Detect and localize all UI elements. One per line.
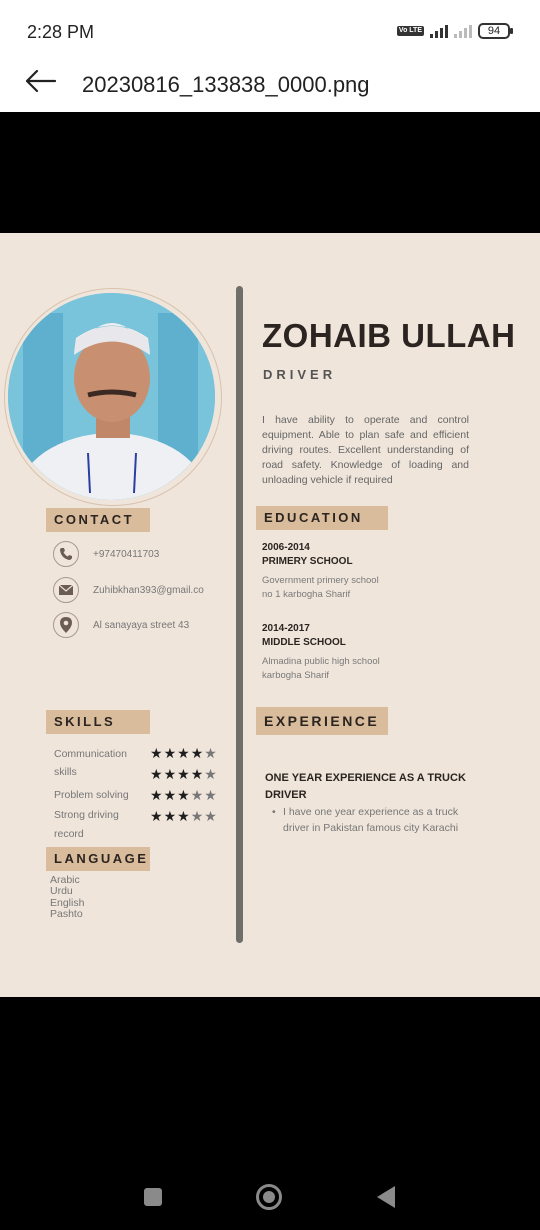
education-years: 2014-2017 <box>262 623 310 634</box>
star-empty-icon: ★ <box>204 787 218 803</box>
star-filled-icon: ★ <box>150 766 164 782</box>
star-filled-icon: ★ <box>163 787 178 803</box>
profile-photo <box>8 293 215 500</box>
language-heading: LANGUAGE <box>46 847 150 871</box>
app-bar <box>0 62 540 112</box>
education-title: MIDDLE SCHOOL <box>262 637 346 648</box>
contact-email <box>53 577 204 603</box>
home-button[interactable] <box>256 1184 282 1210</box>
skill-rating <box>150 808 218 825</box>
contact-phone <box>53 541 159 567</box>
resume-role: DRIVER <box>263 367 337 382</box>
language-item: Urdu <box>50 885 73 897</box>
experience-heading: EXPERIENCE <box>256 707 388 735</box>
resume-name: ZOHAIB ULLAH <box>262 317 516 354</box>
arrow-left-icon[interactable] <box>25 66 57 96</box>
mail-icon <box>53 577 79 603</box>
experience-title: ONE YEAR EXPERIENCE AS A TRUCK DRIVER <box>265 772 466 801</box>
status-time: 2:28 PM <box>27 22 95 42</box>
language-item: Arabic <box>50 874 80 886</box>
star-filled-icon: ★ <box>163 766 178 782</box>
star-filled-icon: ★ <box>177 745 191 761</box>
education-school: Almadina public high school karbogha Sharif <box>262 656 380 681</box>
vertical-divider <box>236 286 243 943</box>
skill-label: skills <box>54 766 77 778</box>
education-title: PRIMERY SCHOOL <box>262 556 353 567</box>
star-empty-icon: ★ <box>204 745 218 761</box>
file-name: 20230816_133838_0000.png <box>82 72 370 97</box>
skill-rating <box>150 766 218 783</box>
recent-apps-button[interactable] <box>144 1188 162 1206</box>
education-heading: EDUCATION <box>256 506 388 530</box>
skill-rating <box>150 787 218 804</box>
address: Al sanayaya street 43 <box>93 619 190 631</box>
contact-heading: CONTACT <box>46 508 150 532</box>
navigation-bar <box>0 1124 540 1230</box>
phone-icon <box>53 541 79 567</box>
experience-description: • I have one year experience as a truck driver in Pakistan famous city Karachi <box>272 804 482 836</box>
education-school: Government primery school no 1 karbogha Sharif <box>262 575 379 600</box>
signal-no-service-icon <box>454 24 472 38</box>
star-filled-icon: ★ <box>190 745 205 761</box>
star-empty-icon: ★ <box>190 787 205 803</box>
email-address: Zuhibkhan393@gmail.co <box>93 584 204 596</box>
star-filled-icon: ★ <box>177 766 191 782</box>
education-years: 2006-2014 <box>262 542 310 553</box>
skills-heading: SKILLS <box>46 710 150 734</box>
skill-label: Problem solving <box>54 789 129 801</box>
status-bar <box>0 0 540 62</box>
star-filled-icon: ★ <box>163 745 178 761</box>
contact-address <box>53 612 189 638</box>
location-pin-icon <box>53 612 79 638</box>
back-button[interactable] <box>377 1186 395 1208</box>
star-filled-icon: ★ <box>190 766 205 782</box>
battery-icon: 94 <box>478 23 510 39</box>
star-filled-icon: ★ <box>150 808 164 824</box>
skill-label: Strong driving <box>54 809 119 821</box>
skill-rating <box>150 745 218 762</box>
skill-label: record <box>54 828 84 840</box>
star-empty-icon: ★ <box>204 808 218 824</box>
star-filled-icon: ★ <box>163 808 178 824</box>
star-empty-icon: ★ <box>204 766 218 782</box>
star-empty-icon: ★ <box>190 808 205 824</box>
resume-summary: I have ability to operate and control equipment. Able to plan safe and efficient driving routes. Excellent understanding of road safety. Knowledge of loading and unloading vehicle if required <box>262 414 469 486</box>
star-filled-icon: ★ <box>150 787 164 803</box>
language-item: English <box>50 897 85 909</box>
status-icons <box>397 23 510 39</box>
signal-icon <box>430 24 448 38</box>
skill-label: Communication <box>54 748 127 760</box>
star-filled-icon: ★ <box>177 808 191 824</box>
phone-number: +97470411703 <box>93 548 160 560</box>
volte-icon: Vo LTE <box>398 27 422 34</box>
star-filled-icon: ★ <box>150 745 164 761</box>
star-filled-icon: ★ <box>177 787 191 803</box>
resume-image <box>0 233 540 997</box>
language-item: Pashto <box>50 908 83 920</box>
